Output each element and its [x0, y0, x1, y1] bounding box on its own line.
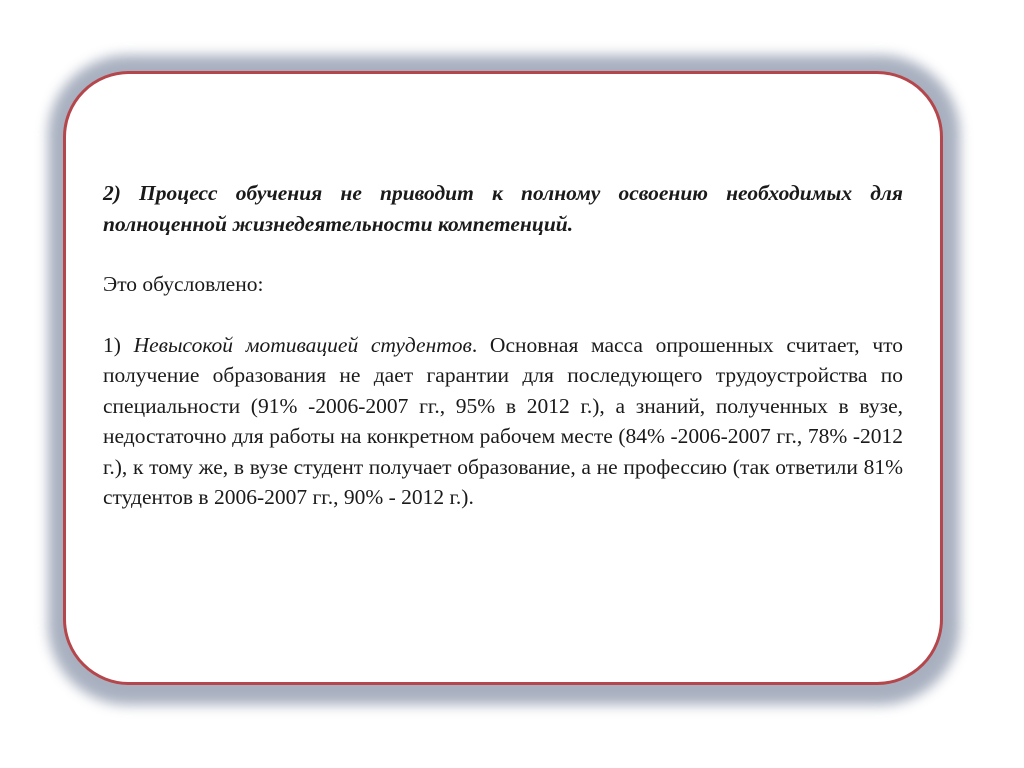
text-content: [103, 178, 903, 513]
point-number: 1): [103, 332, 134, 357]
point-emphasis: Невысокой мотивацией студентов: [133, 332, 472, 357]
point-text: . Основная масса опрошенных считает, что получение образования не дает гарантии для последующего трудоустройства по специальности (91% -2006-2007 гг., 95% в 2012 г.), а знаний, полученных в вузе, недостаточно для работы на конкретном рабочем месте (84% -2006-2007 гг., 78% -2012 г.), к тому же, в вузе студент получает образование, а не профессию (так ответили 81% студентов в 2006-2007 гг., 90% - 2012 г.).: [103, 332, 903, 509]
intro-text: Это обусловлено:: [103, 272, 264, 296]
slide-heading: 2) Процесс обучения не приводит к полному освоению необходимых для полноценной жизнедеятельности компетенций.: [103, 181, 903, 236]
point-paragraph: [103, 330, 903, 513]
